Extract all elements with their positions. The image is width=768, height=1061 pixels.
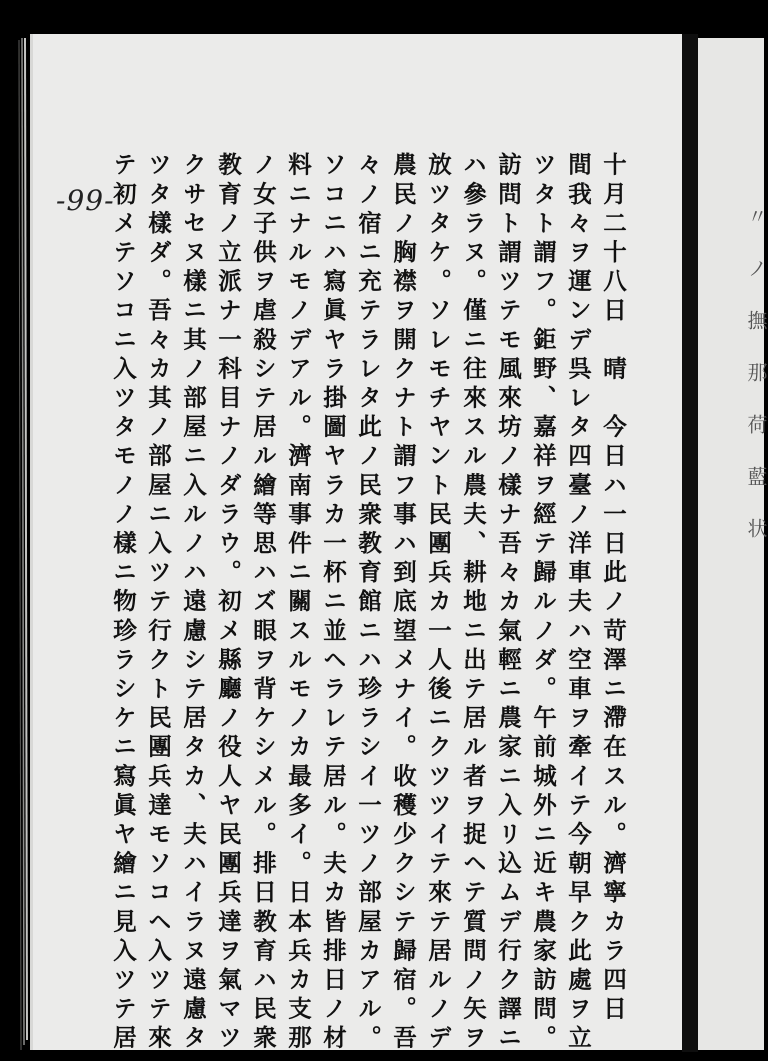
text-column: ツタト謂フ。鉅野、嘉祥ヲ經テ歸ルノダ。午前城外ニ近キ農家訪問。 <box>529 152 557 1055</box>
text-column: 訪問ト謂ツテモ風來坊ノ樣ナ吾々カ氣輕ニ農家ニ入リ込ムデ行ク譯ニ <box>494 152 522 1055</box>
text-column: 教育ノ立派ナ一科目ナノダラウ。初メ縣廳ノ役人ヤ民團兵達ヲ氣マツ <box>214 152 242 1055</box>
text-column: 々ノ宿ニ充テラレタ此ノ民衆教育館ニハ珍ラシイ一ツノ部屋カアル。 <box>354 152 382 1055</box>
text-column: ノ女子供ヲ虐殺シテ居ル繪等思ハズ眼ヲ背ケシメル。排日教育ハ民衆 <box>249 152 277 1055</box>
facing-page-edge <box>698 38 764 1050</box>
text-column: 間我々ヲ運ンデ呉レタ四臺ノ洋車夫ハ空車ヲ牽イテ今朝早ク此處ヲ立 <box>564 152 592 1055</box>
facing-page-text: 〃 ノ 撫 那 荷 藍 状 <box>744 206 768 542</box>
text-column: 料ニナルモノデアル。濟南事件ニ關スルモノカ最多イ。日本兵カ支那 <box>284 152 312 1055</box>
text-column: ツタ樣ダ。吾々カ其ノ部屋ニ入ツテ行クト民團兵達モソコヘ入ツテ來 <box>144 152 172 1055</box>
text-column: ハ參ラヌ。僅ニ往來スル農夫、耕地ニ出テ居ル者ヲ捉ヘテ質問ノ矢ヲ <box>459 152 487 1055</box>
page-number: -99- <box>56 184 115 217</box>
text-column: テ初メテソコニ入ツタモノノ樣ニ物珍ラシケニ寫眞ヤ繪ニ見入ツテ居 <box>109 152 137 1055</box>
book-gutter <box>682 34 698 1052</box>
text-column: クサセヌ樣ニ其ノ部屋ニ入ルノハ遠慮シテ居タカ、夫ハイラヌ遠慮タ <box>179 152 207 1055</box>
text-column: 放ツタケ。ソレモチヤント民團兵カ一人後ニクツツイテ來テ居ルノデ <box>424 152 452 1055</box>
text-column: ソコニハ寫眞ヤラ掛圖ヤラカ一杯ニ並ヘラレテ居ル。夫カ皆排日ノ材 <box>319 152 347 1055</box>
text-column: 十月二十八日 晴 今日ハ一日此ノ苛澤ニ滯在スル。濟寧カラ四日 <box>599 152 627 1025</box>
text-column: 農民ノ胸襟ヲ開クナト謂フ事ハ到底望メナイ。收穫少クシテ歸宿。吾 <box>389 152 417 1055</box>
